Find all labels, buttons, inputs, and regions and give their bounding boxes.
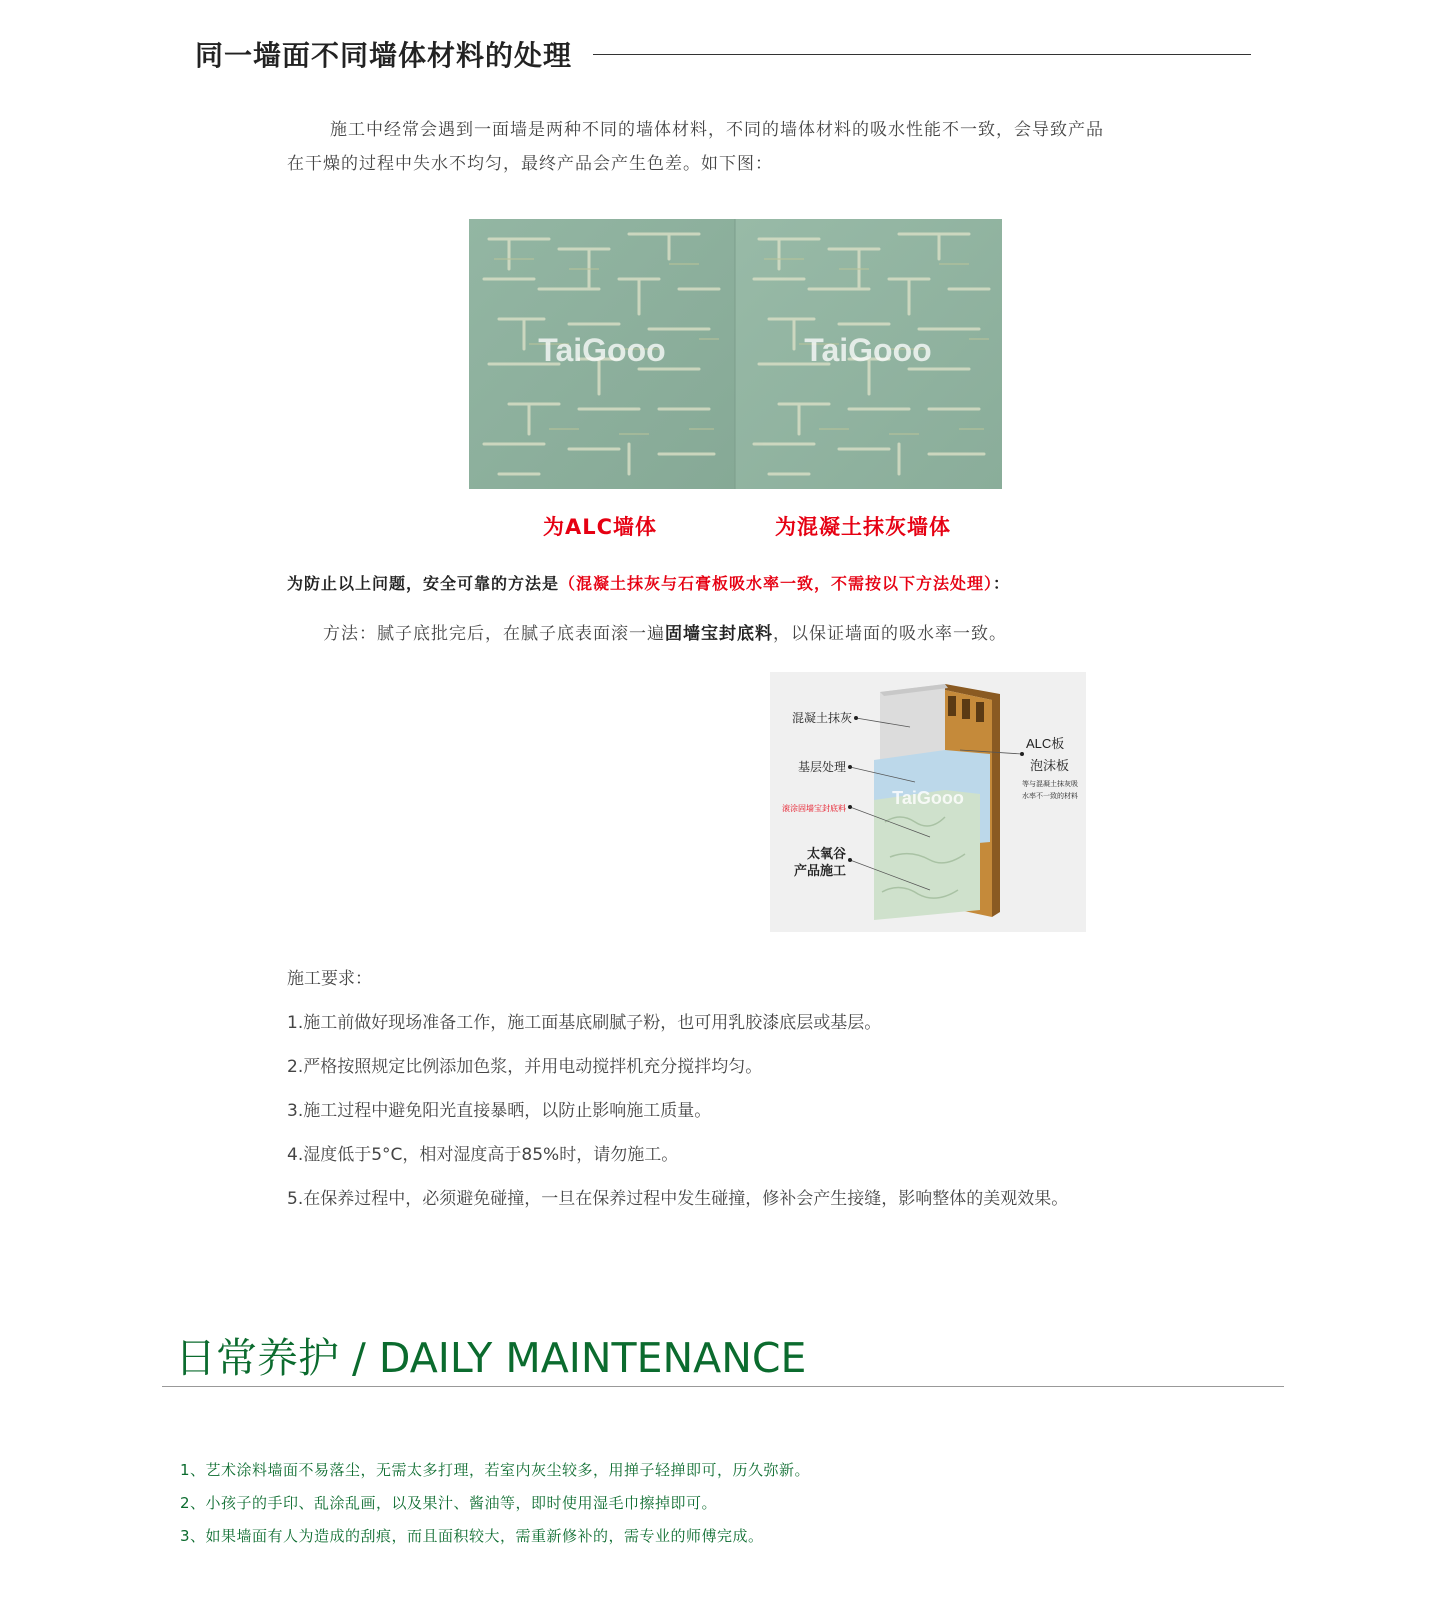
requirement-item: 3.施工过程中避免阳光直接暴晒，以防止影响施工质量。 [287,1101,712,1121]
intro-paragraph-line-2: 在干燥的过程中失水不均匀，最终产品会产生色差。如下图： [287,154,773,174]
requirement-item: 5.在保养过程中，必须避免碰撞，一旦在保养过程中发生碰撞，修补会产生接缝，影响整体的美观效果。 [287,1189,1069,1209]
method-product: 固墙宝封底料 [665,624,773,644]
diagram-label-foam: 泡沫板 [1030,758,1070,773]
wall-comparison-photo [469,219,1002,489]
title-divider [593,54,1251,55]
method-suffix: ，以保证墙面的吸水率一致。 [773,624,1007,644]
maintenance-item: 3、如果墙面有人为造成的刮痕，而且面积较大，需重新修补的，需专业的师傅完成。 [180,1527,764,1545]
solution-statement [287,571,1010,594]
diagram-label-concrete: 混凝土抹灰 [791,711,852,725]
diagram-label-base: 基层处理 [797,760,846,774]
photo-watermark-left: TaiGooo [538,332,666,368]
diagram-label-product-2: 产品施工 [793,863,846,878]
solution-highlight: （混凝土抹灰与石膏板吸水率一致，不需按以下方法处理） [559,574,994,593]
maintenance-item: 2、小孩子的手印、乱涂乱画，以及果汁、酱油等，即时使用湿毛巾擦掉即可。 [180,1494,718,1512]
method-statement [323,619,1007,644]
diagram-watermark: TaiGooo [892,788,964,808]
caption-alc-wall: 为ALC墙体 [543,515,658,539]
maintenance-item: 1、艺术涂料墙面不易落尘，无需太多打理，若室内灰尘较多，用掸子轻掸即可，历久弥新。 [180,1461,811,1479]
method-prefix: 方法：腻子底批完后，在腻子底表面滚一遍 [323,624,665,644]
solution-suffix: ： [993,574,1011,593]
solution-prefix: 为防止以上问题，安全可靠的方法是 [287,574,560,593]
section-title: 同一墙面不同墙体材料的处理 [195,39,573,72]
requirements-title: 施工要求： [287,969,372,989]
wall-layer-diagram [770,672,1086,932]
diagram-label-alc: ALC板 [1026,736,1065,751]
diagram-label-note-1: 等与混凝土抹灰吸 [1022,781,1078,788]
diagram-label-product-1: 太氧谷 [806,846,846,861]
requirement-item: 1.施工前做好现场准备工作，施工面基底刷腻子粉，也可用乳胶漆底层或基层。 [287,1013,882,1033]
intro-paragraph-line-1: 施工中经常会遇到一面墙是两种不同的墙体材料，不同的墙体材料的吸水性能不一致，会导致产品 [330,120,1104,140]
daily-maintenance-divider [162,1386,1284,1387]
photo-watermark-right: TaiGooo [804,332,932,368]
requirement-item: 4.湿度低于5°C，相对湿度高于85%时，请勿施工。 [287,1145,679,1165]
diagram-label-sealer: 滚涂固墙宝封底料 [782,804,846,813]
requirement-item: 2.严格按照规定比例添加色浆，并用电动搅拌机充分搅拌均匀。 [287,1057,763,1077]
caption-concrete-wall: 为混凝土抹灰墙体 [775,515,951,539]
daily-maintenance-title: 日常养护 / DAILY MAINTENANCE [175,1334,807,1382]
diagram-label-note-2: 水率不一致的材料 [1022,793,1078,800]
